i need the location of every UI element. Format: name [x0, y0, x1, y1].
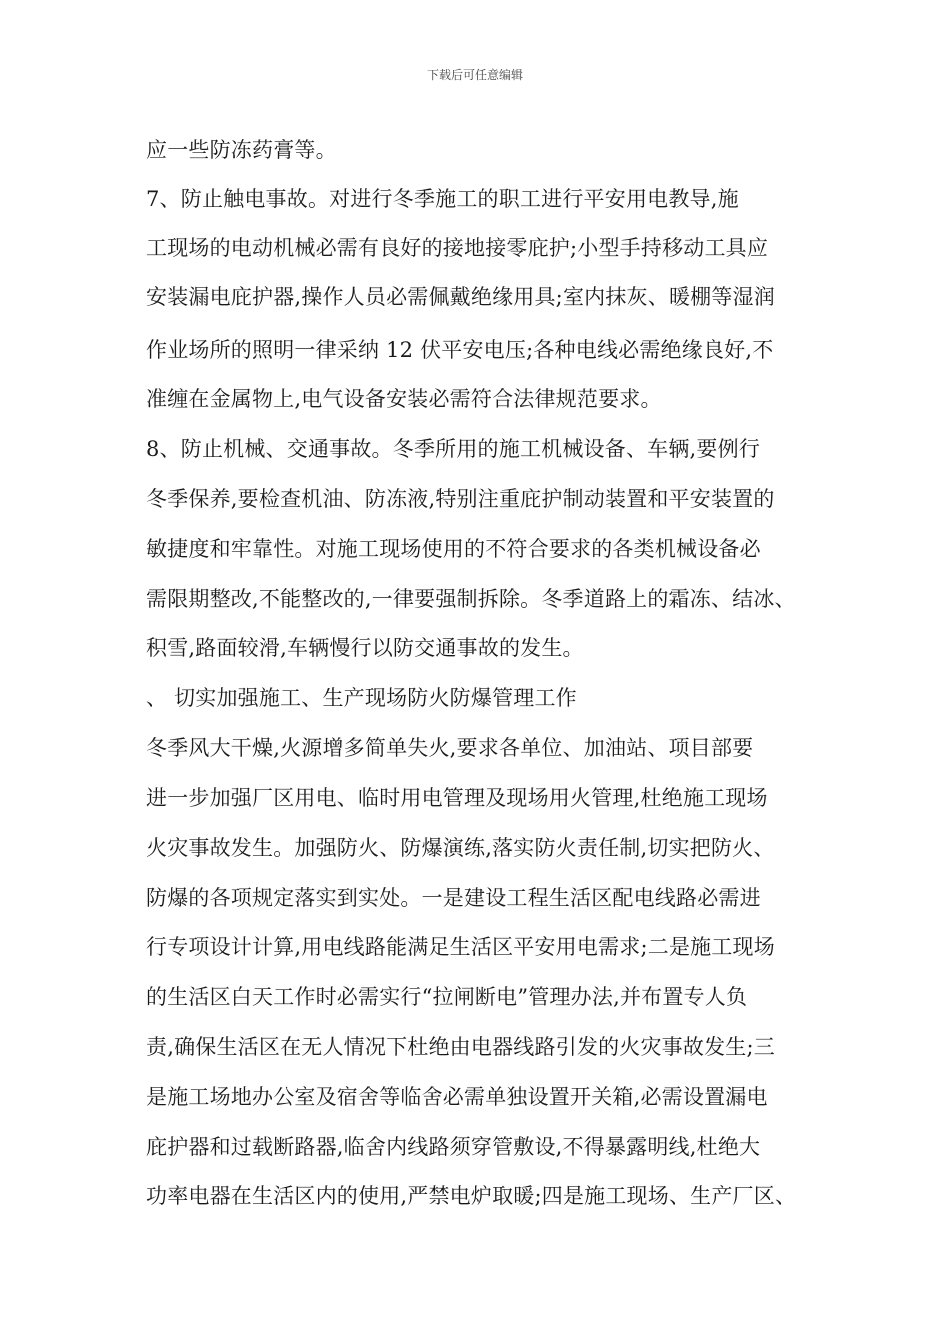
text-line: 敏捷度和牢靠性。对施工现场使用的不符合要求的各类机械设备必: [146, 537, 761, 561]
text-line: 火灾事故发生。加强防火、防爆演练,落实防火责任制,切实把防火、: [146, 836, 775, 860]
text-line: 行专项设计计算,用电线路能满足生活区平安用电需求;二是施工现场: [146, 935, 775, 959]
text-line: 作业场所的照明一律采纳 12 伏平安电压;各种电线必需绝缘良好,不: [146, 338, 774, 362]
text-line: 8、防止机械、交通事故。冬季所用的施工机械设备、车辆,要例行: [146, 437, 761, 461]
page-header: 下载后可任意编辑: [426, 68, 523, 82]
text-line: 准缠在金属物上,电气设备安装必需符合法律规范要求。: [146, 387, 662, 411]
text-line: 功率电器在生活区内的使用,严禁电炉取暖;四是施工现场、生产厂区、: [146, 1184, 797, 1208]
text-line: 庇护器和过载断路器,临舍内线路须穿管敷设,不得暴露明线,杜绝大: [146, 1135, 761, 1159]
text-line: 进一步加强厂区用电、临时用电管理及现场用火管理,杜绝施工现场: [146, 786, 768, 810]
text-line: 冬季保养,要检查机油、防冻液,特别注重庇护制动装置和平安装置的: [146, 487, 775, 511]
text-line: 安装漏电庇护器,操作人员必需佩戴绝缘用具;室内抹灰、暖棚等湿润: [146, 285, 775, 309]
text-line: 工现场的电动机械必需有良好的接地接零庇护;小型手持移动工具应: [146, 236, 769, 260]
text-line: 积雪,路面较滑,车辆慢行以防交通事故的发生。: [146, 636, 584, 660]
text-line: 应一些防冻药膏等。: [146, 138, 337, 162]
text-line: 防爆的各项规定落实到实处。一是建设工程生活区配电线路必需进: [146, 886, 761, 910]
text-line: 需限期整改,不能整改的,一律要强制拆除。冬季道路上的霜冻、结冰、: [146, 587, 796, 611]
text-line: 责,确保生活区在无人情况下杜绝由电器线路引发的火灾事故发生;三: [146, 1035, 775, 1059]
section-heading: 、 切实加强施工、生产现场防火防爆管理工作: [146, 686, 577, 710]
text-line: 的生活区白天工作时必需实行“拉闸断电”管理办法,并布置专人负: [146, 985, 748, 1009]
text-line: 是施工场地办公室及宿舍等临舍必需单独设置开关箱,必需设置漏电: [146, 1085, 768, 1109]
text-line: 冬季风大干燥,火源增多简单失火,要求各单位、加油站、项目部要: [146, 736, 754, 760]
text-line: 7、防止触电事故。对进行冬季施工的职工进行平安用电教导,施: [146, 187, 739, 211]
